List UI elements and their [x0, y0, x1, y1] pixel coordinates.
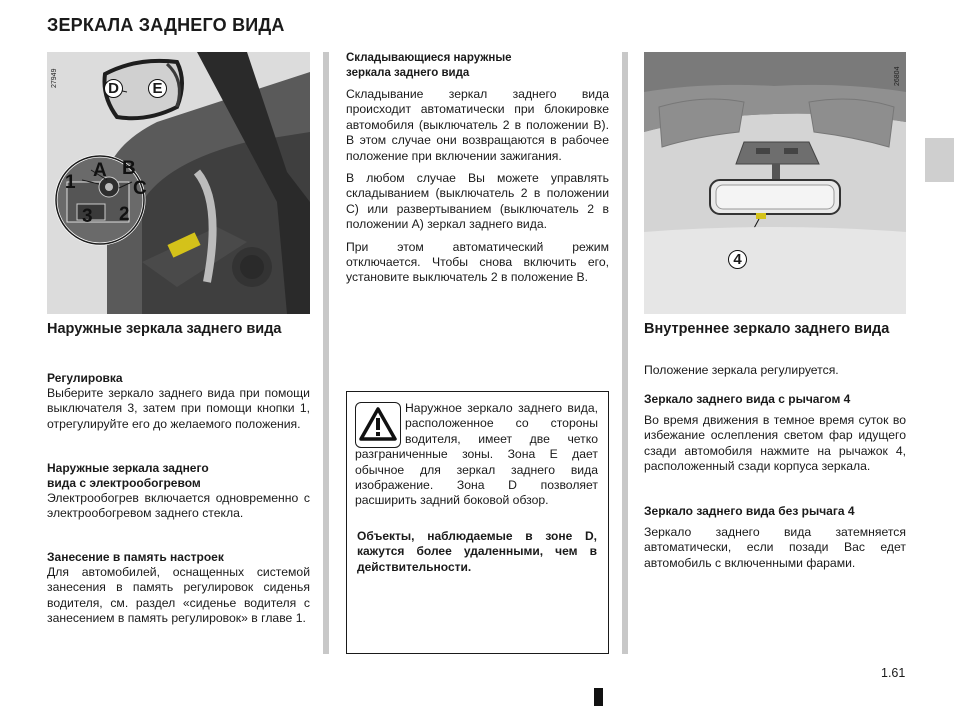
section-heated: [47, 461, 310, 522]
folding-title-1: Складывающиеся наружные: [346, 52, 512, 64]
warning-para-2: Объекты, наблюдаемые в зоне D, кажутся более удаленными, чем в действительности.: [357, 529, 597, 574]
label-b: B: [122, 158, 136, 179]
adjust-title: Регулировка: [47, 371, 123, 385]
heading-interior-mirror: Внутреннее зеркало заднего вида: [644, 321, 890, 337]
folding-para-1: Складывание зеркал заднего вида происходит автоматически при блокировке автомобиля (выключатель 2 в положении B). В этом случае они возвращаются в рабочее положение при включении зажигания.: [346, 87, 609, 163]
label-1: 1: [65, 172, 76, 193]
image-code-right: 26804: [894, 66, 901, 86]
section-lever: [644, 392, 906, 475]
column-divider-right: [622, 52, 628, 654]
lever-title: Зеркало заднего вида с рычагом 4: [644, 392, 851, 406]
label-c: C: [133, 178, 147, 199]
folding-para-2: В любом случае Вы можете управлять складыванием (выключатель 2 в положении C) или развертыванием (выключатель 2 в положении A) зеркал заднего вида.: [346, 171, 609, 232]
heated-body: Электрообогрев включается одновременно с электрообогревом заднего стекла.: [47, 491, 310, 521]
folding-title-2: зеркала заднего вида: [346, 67, 470, 79]
nolever-body: Зеркало заднего вида затемняется автоматически, если позади Вас едет автомобиль с включенными фарами.: [644, 525, 906, 570]
page-title: ЗЕРКАЛА ЗАДНЕГО ВИДА: [47, 15, 285, 35]
label-a: A: [93, 160, 107, 181]
section-nolever: [644, 504, 906, 571]
heading-exterior-mirrors: Наружные зеркала заднего вида: [47, 321, 282, 337]
lever-body: Во время движения в темное время суток во избежание ослепления светом фар идущего сзади автомобиля нажмите на рычажок 4, расположенный сзади корпуса зеркала.: [644, 413, 906, 474]
adjust-body: Выберите зеркало заднего вида при помощи выключателя 3, затем при помощи кнопки 1, отрегулируйте его до желаемого положения.: [47, 386, 310, 431]
door-mirror-control-photo: [47, 52, 310, 314]
warning-box: [346, 391, 609, 654]
door-mirror-illustration: [47, 52, 310, 314]
label-3: 3: [82, 206, 93, 227]
page-number: 1.61: [881, 666, 906, 680]
label-2: 2: [119, 204, 130, 225]
nolever-title: Зеркало заднего вида без рычага 4: [644, 504, 855, 518]
label-4: 4: [728, 250, 747, 269]
chapter-tab: [925, 138, 954, 182]
section-folding: [346, 51, 609, 286]
interior-intro: Положение зеркала регулируется.: [644, 363, 839, 377]
interior-mirror-photo: [644, 52, 906, 314]
folding-para-3: При этом автоматический режим отключается. Чтобы снова включить его, установите выключатель 2 в положение B.: [346, 239, 609, 285]
memory-title: Занесение в память настроек: [47, 550, 224, 564]
label-e: E: [148, 79, 167, 98]
section-memory: [47, 550, 310, 627]
column-divider-left: [323, 52, 329, 654]
label-d: D: [104, 79, 123, 98]
heated-title-1: Наружные зеркала заднего: [47, 461, 209, 475]
warning-para-1: Наружное зеркало заднего вида, расположенное со стороны водителя, имеет две четко разграниченные зоны. Зона E дает обычное для зеркал заднего вида изображение. Зона D позволяет расширить задний боковой обзор.: [355, 401, 598, 508]
memory-body: Для автомобилей, оснащенных системой занесения в память регулировок сиденья водителя, см. раздел «сиденье водителя с занесением в память регулировок» в главе 1.: [47, 565, 310, 626]
heated-title-2: вида с электрообогревом: [47, 476, 201, 490]
interior-mirror-illustration: [644, 52, 906, 314]
bottom-marker: [594, 688, 603, 706]
section-adjust: [47, 371, 310, 432]
image-code: 27949: [51, 68, 58, 88]
